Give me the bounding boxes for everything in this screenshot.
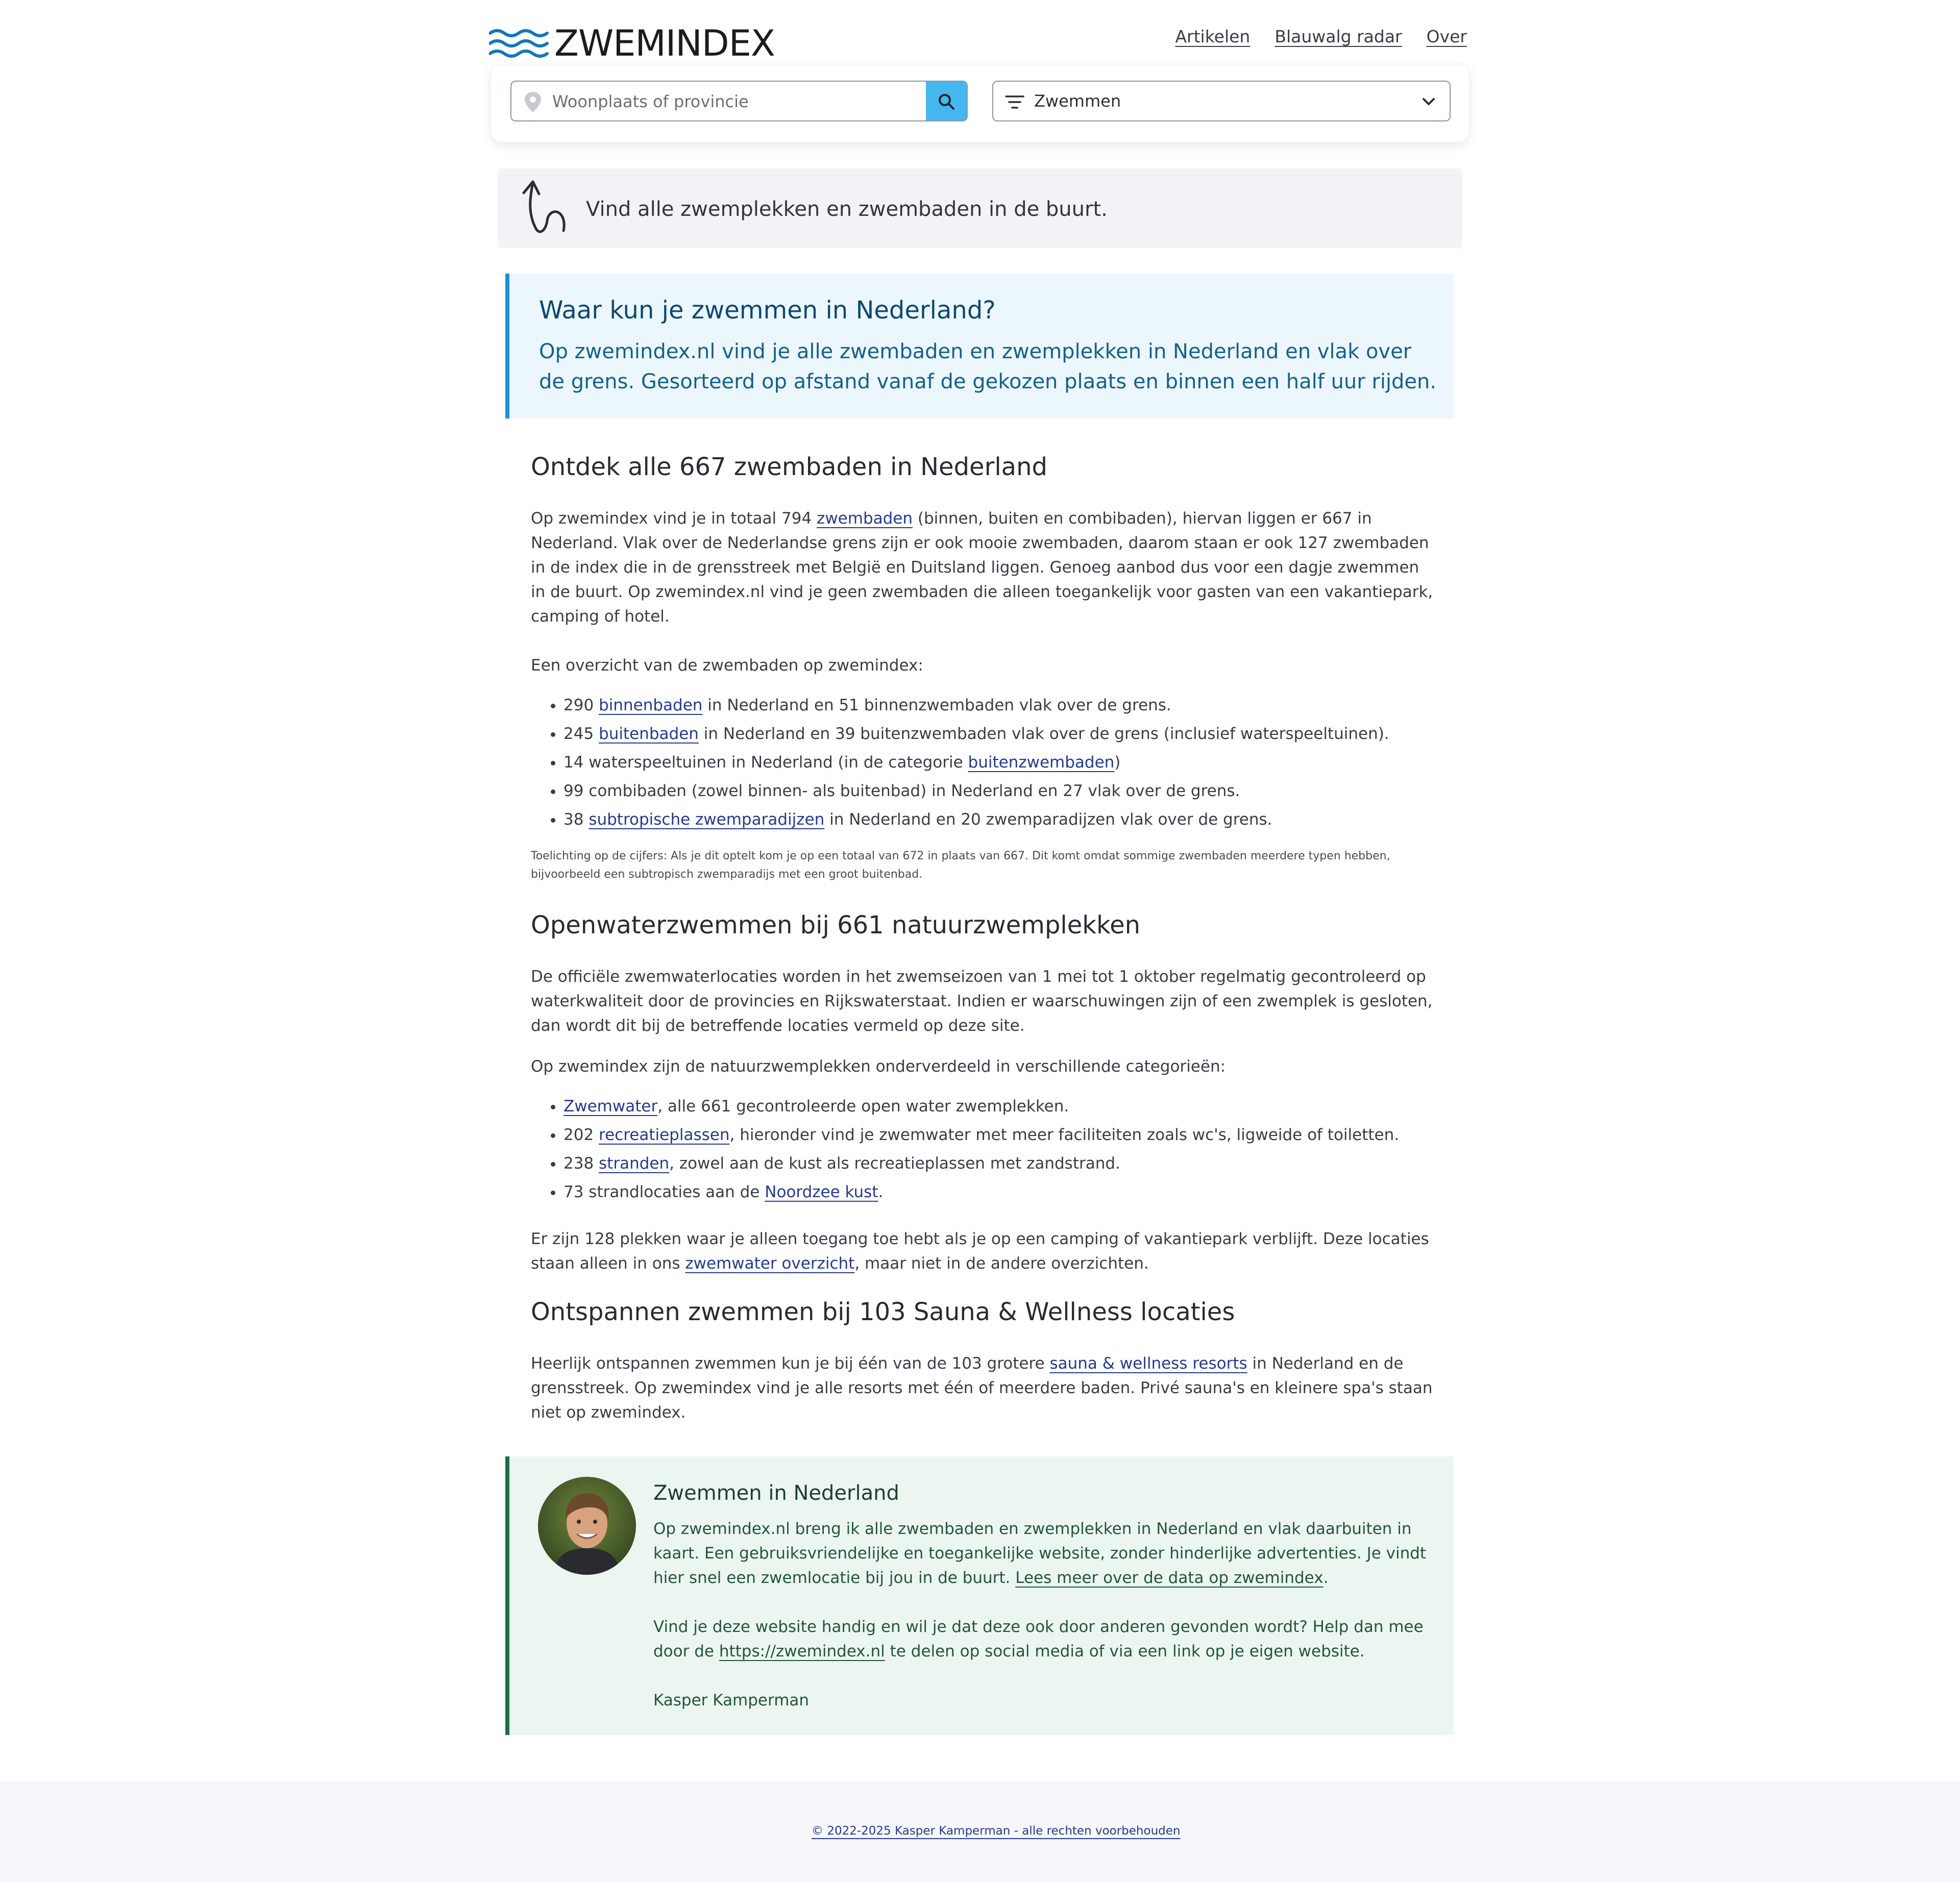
- list-item: [564, 691, 1434, 720]
- list-item-text: 99 combibaden (zowel binnen- als buitenbad) in Nederland en 27 vlak over de grens.: [564, 782, 1240, 800]
- author-box: [505, 1456, 1454, 1735]
- list-item-text: 245: [564, 725, 599, 743]
- list-item: [564, 1149, 1434, 1178]
- link-recreatieplassen[interactable]: recreatieplassen: [599, 1126, 730, 1144]
- openwater-paragraph-2: Op zwemindex zijn de natuurzwemplekken onderverdeeld in verschillende categorieën:: [531, 1057, 1226, 1076]
- link-stranden[interactable]: stranden: [599, 1154, 670, 1173]
- link-zwemindex-url[interactable]: https://zwemindex.nl: [719, 1642, 885, 1661]
- nav-over[interactable]: Over: [1426, 27, 1467, 46]
- search-panel: [491, 65, 1469, 142]
- sauna-p1-text: Heerlijk ontspannen zwemmen kun je bij één van de 103 grotere: [531, 1354, 1050, 1373]
- pools-p1-text: Op zwemindex vind je in totaal 794: [531, 509, 817, 528]
- author-title: Zwemmen in Nederland: [653, 1481, 899, 1505]
- list-item-text: 38: [564, 810, 589, 829]
- list-item: [564, 748, 1434, 777]
- sauna-paragraph: [531, 1351, 1434, 1425]
- link-buitenbaden[interactable]: buitenbaden: [599, 725, 699, 743]
- pools-heading: Ontdek alle 667 zwembaden in Nederland: [531, 453, 1047, 481]
- footer: [0, 1781, 1960, 1882]
- list-item-text: ): [1114, 753, 1121, 772]
- logo-text: ZWEMINDEX: [554, 22, 775, 64]
- sauna-p1-text-2: in Nederland en de grensstreek. Op zwemindex vind je alle resorts met één of meerdere baden. Privé sauna's en kleinere spa's staan niet op zwemindex.: [531, 1354, 1433, 1422]
- openwater-heading: Openwaterzwemmen bij 661 natuurzwemplekken: [531, 911, 1141, 939]
- intro-text: Op zwemindex.nl vind je alle zwembaden en zwemplekken in Nederland en vlak over de grens. Gesorteerd op afstand vanaf de gekozen plaats en binnen een half uur rijden.: [539, 340, 1437, 393]
- search-button[interactable]: [926, 82, 967, 121]
- sauna-heading: Ontspannen zwemmen bij 103 Sauna & Wellness locaties: [531, 1298, 1235, 1326]
- list-item-text: in Nederland en 51 binnenzwembaden vlak over de grens.: [702, 696, 1171, 714]
- filter-icon: [1004, 94, 1025, 110]
- author-p1-text: Op zwemindex.nl breng ik alle zwembaden en zwemplekken in Nederland en vlak daarbuiten in kaart. Een gebruiksvriendelijke en toegankelijke website, zonder hinderlijke advertenties. Je vindt hier snel een zwemlocatie bij jou in de buurt.: [653, 1520, 1427, 1587]
- logo[interactable]: [489, 15, 775, 71]
- link-data-zwemindex[interactable]: Lees meer over de data op zwemindex: [1015, 1569, 1324, 1587]
- intro-title: Waar kun je zwemmen in Nederland?: [539, 296, 996, 325]
- author-signature: Kasper Kamperman: [653, 1691, 810, 1710]
- avatar: [538, 1477, 636, 1575]
- search-placeholder: Woonplaats of provincie: [552, 92, 749, 111]
- pools-list: [531, 691, 1434, 834]
- author-p2-text: Vind je deze website handig en wil je dat deze ook door anderen gevonden wordt? Help dan mee door de: [653, 1618, 1424, 1661]
- list-item: [564, 1121, 1434, 1149]
- waves-logo-icon: [489, 27, 549, 60]
- pools-overview-intro: Een overzicht van de zwembaden op zwemindex:: [531, 656, 923, 675]
- link-zwembaden[interactable]: zwembaden: [817, 509, 913, 528]
- author-paragraph-2: [653, 1615, 1439, 1664]
- openwater-paragraph-3: [531, 1227, 1434, 1276]
- list-item-text: 290: [564, 696, 599, 714]
- link-binnenbaden[interactable]: binnenbaden: [599, 696, 703, 714]
- category-select-value: Zwemmen: [1034, 91, 1121, 111]
- link-zwemwater[interactable]: Zwemwater: [564, 1097, 658, 1116]
- nav-blauwalg-radar[interactable]: Blauwalg radar: [1275, 27, 1402, 46]
- author-p2-text-2: te delen op social media of via een link op je eigen website.: [885, 1642, 1365, 1661]
- list-item-text: 73 strandlocaties aan de: [564, 1183, 765, 1201]
- link-sauna-wellness-resorts[interactable]: sauna & wellness resorts: [1049, 1354, 1247, 1373]
- list-item: [564, 777, 1434, 805]
- location-search-input[interactable]: [510, 81, 968, 121]
- intro-callout: [505, 274, 1454, 418]
- list-item: [564, 1092, 1434, 1121]
- list-item-text: in Nederland en 20 zwemparadijzen vlak over de grens.: [824, 810, 1272, 829]
- hint-text: Vind alle zwemplekken en zwembaden in de buurt.: [586, 197, 1108, 221]
- openwater-p3-text-2: , maar niet in de andere overzichten.: [854, 1254, 1149, 1273]
- list-item-text: in Nederland en 39 buitenzwembaden vlak over de grens (inclusief waterspeeltuinen).: [698, 725, 1389, 743]
- list-item: [564, 805, 1434, 834]
- author-p1-text-2: .: [1323, 1569, 1329, 1587]
- openwater-p3-text: Er zijn 128 plekken waar je alleen toegang toe hebt als je op een camping of vakantiepark verblijft. Deze locaties staan alleen in ons: [531, 1230, 1429, 1273]
- list-item-text: , alle 661 gecontroleerde open water zwemplekken.: [657, 1097, 1069, 1116]
- list-item-text: 238: [564, 1154, 599, 1173]
- list-item-text: 202: [564, 1126, 599, 1144]
- link-noordzee-kust[interactable]: Noordzee kust: [765, 1183, 878, 1201]
- openwater-paragraph-1: De officiële zwemwaterlocaties worden in het zwemseizoen van 1 mei tot 1 oktober regelmatig gecontroleerd op waterkwaliteit door de provincies en Rijkswaterstaat. Indien er waarschuwingen zijn of een zwemplek is gesloten, dan wordt dit bij de betreffende locaties vermeld op deze site.: [531, 968, 1433, 1035]
- map-pin-icon: [523, 91, 543, 113]
- link-zwemwater-overzicht[interactable]: zwemwater overzicht: [685, 1254, 855, 1273]
- search-hint: [498, 168, 1462, 248]
- pools-p1-text-2: (binnen, buiten en combibaden), hiervan liggen er 667 in Nederland. Vlak over de Nederlandse grens zijn er ook mooie zwembaden, daarom staan er ook 127 zwembaden in de index die in de grensstreek met België en Duitsland liggen. Genoeg aanbod dus voor een dagje zwemmen in de buurt. Op zwemindex.nl vind je geen zwembaden die alleen toegankelijk voor gasten van een vakantiepark, camping of hotel.: [531, 509, 1433, 626]
- list-item-text: , zowel aan de kust als recreatieplassen met zandstrand.: [669, 1154, 1120, 1173]
- header: [489, 15, 1467, 71]
- search-icon: [937, 92, 955, 111]
- author-paragraph-1: [653, 1517, 1439, 1590]
- author-body: [653, 1517, 1439, 1713]
- pools-paragraph: [531, 506, 1434, 629]
- main-nav: [1175, 27, 1467, 46]
- nav-artikelen[interactable]: Artikelen: [1175, 27, 1251, 46]
- openwater-list: [531, 1092, 1434, 1206]
- link-buitenzwembaden[interactable]: buitenzwembaden: [968, 753, 1115, 772]
- footer-copyright-link[interactable]: © 2022-2025 Kasper Kamperman - alle rechten voorbehouden: [812, 1824, 1181, 1838]
- list-item-text: .: [878, 1183, 884, 1201]
- category-select[interactable]: [992, 81, 1451, 121]
- curly-arrow-icon: [518, 178, 574, 238]
- list-item: [564, 1178, 1434, 1206]
- link-subtropische-zwemparadijzen[interactable]: subtropische zwemparadijzen: [589, 810, 825, 829]
- pools-footnote: Toelichting op de cijfers: Als je dit optelt kom je op een totaal van 672 in plaats van 667. Dit komt omdat sommige zwembaden meerdere typen hebben, bijvoorbeeld een subtropisch zwemparadijs met een groot buitenbad.: [531, 850, 1390, 881]
- list-item-text: , hieronder vind je zwemwater met meer faciliteiten zoals wc's, ligweide of toiletten.: [729, 1126, 1400, 1144]
- chevron-down-icon: [1421, 95, 1436, 108]
- main-content: [531, 449, 1434, 1425]
- list-item: [564, 720, 1434, 748]
- list-item-text: 14 waterspeeltuinen in Nederland (in de categorie: [564, 753, 968, 772]
